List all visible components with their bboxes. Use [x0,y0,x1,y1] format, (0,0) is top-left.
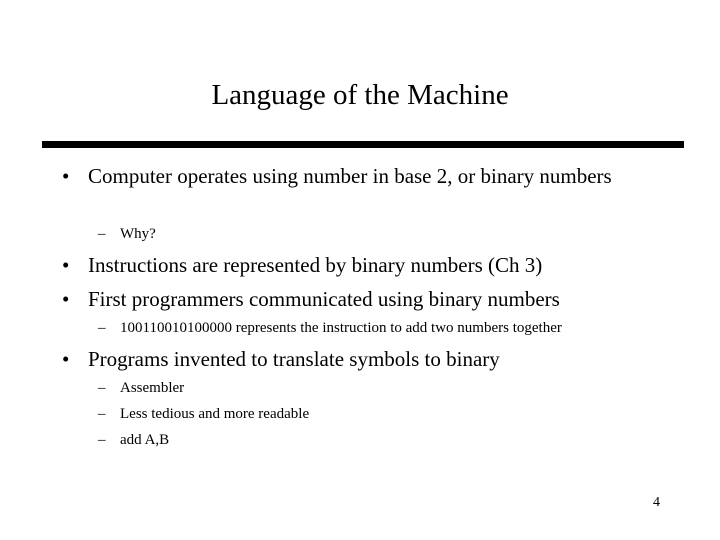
bullet-text: Computer operates using number in base 2, or binary numbers [88,164,612,188]
bullet-item [62,251,662,279]
sub-bullet-text: Why? [120,226,156,242]
slide-title: Language of the Machine [211,79,509,111]
bullet-text: Programs invented to translate symbols to binary [88,347,500,371]
sub-bullet-item [98,221,156,247]
sub-bullet-item [98,401,309,427]
sub-bullet-text: Less tedious and more readable [120,406,310,422]
bullet-text: Instructions are represented by binary numbers (Ch 3) [88,253,543,277]
dash-marker: – [98,406,106,422]
bullet-marker: • [62,287,70,311]
sub-bullet-text: Assembler [120,380,185,396]
bullet-marker: • [62,347,70,371]
dash-marker: – [98,226,106,242]
bullet-marker: • [62,253,70,277]
title-divider [42,141,684,148]
sub-bullet-item [98,375,184,401]
bullet-item [62,162,662,190]
dash-marker: – [98,380,106,396]
dash-marker: – [98,320,106,336]
sub-bullet-item [98,315,562,341]
dash-marker: – [98,432,106,448]
page-number: 4 [653,495,660,510]
bullet-marker: • [62,164,70,188]
sub-bullet-text: 100110010100000 represents the instruction to add two numbers together [120,320,562,336]
sub-bullet-text: add A,B [120,432,170,448]
sub-bullet-item [98,427,169,453]
bullet-item [62,285,662,313]
bullet-item [62,345,662,373]
bullet-text: First programmers communicated using binary numbers [88,287,560,311]
